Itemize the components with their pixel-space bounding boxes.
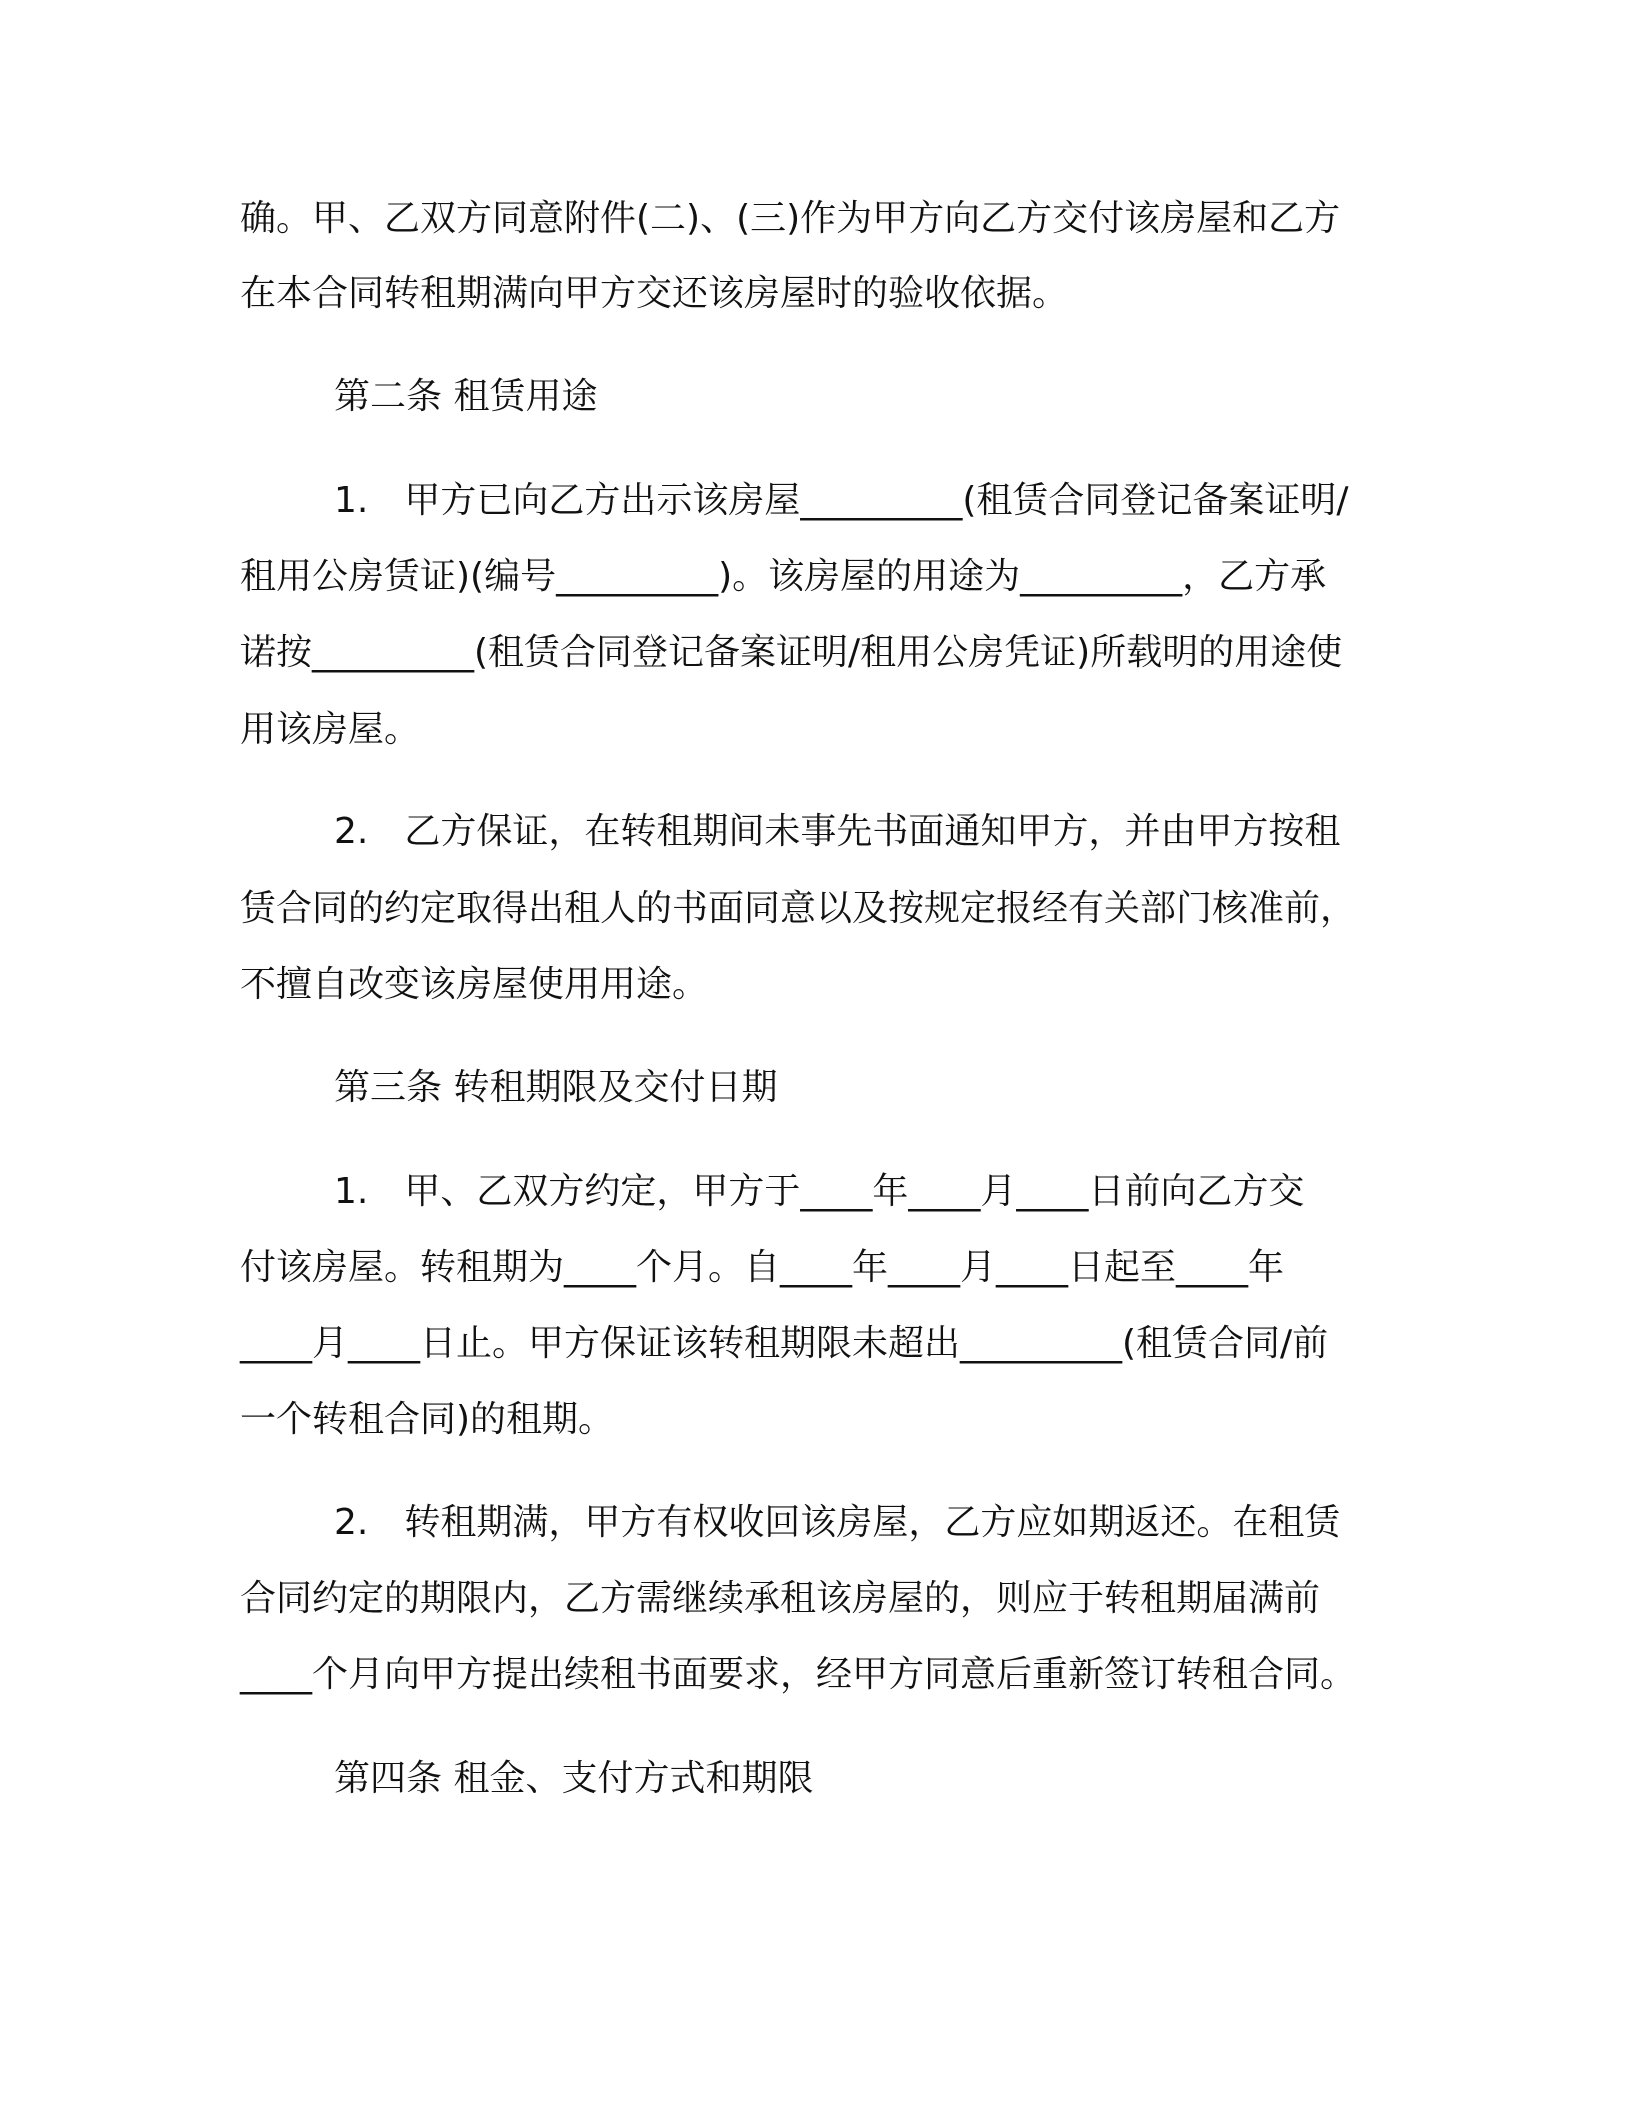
section-heading-article-3: 第三条 转租期限及交付日期 [334, 1067, 778, 1108]
clause-line: 租用公房赁证)(编号_________)。该房屋的用途为_________，乙方承 [240, 556, 1327, 597]
clause-line: ____月____日止。甲方保证该转租期限未超出_________(租赁合同/前 [240, 1323, 1329, 1364]
clause-line: 合同约定的期限内，乙方需继续承租该房屋的，则应于转租期届满前 [240, 1578, 1321, 1619]
clause-line: 2. 乙方保证，在转租期间未事先书面通知甲方，并由甲方按租 [334, 811, 1341, 852]
clause-line: 1. 甲方已向乙方出示该房屋_________(租赁合同登记备案证明/ [334, 480, 1349, 521]
clause-line: 一个转租合同)的租期。 [240, 1399, 615, 1440]
clause-line: 1. 甲、乙双方约定，甲方于____年____月____日前向乙方交 [334, 1171, 1305, 1212]
section-heading-article-4: 第四条 租金、支付方式和期限 [334, 1758, 814, 1799]
clause-line: ____个月向甲方提出续租书面要求，经甲方同意后重新签订转租合同。 [240, 1654, 1357, 1695]
clause-line: 用该房屋。 [240, 709, 421, 750]
clause-line: 付该房屋。转租期为____个月。自____年____月____日起至____年 [240, 1247, 1285, 1288]
clause-line: 赁合同的约定取得出租人的书面同意以及按规定报经有关部门核准前， [240, 888, 1357, 929]
paragraph-line: 确。甲、乙双方同意附件(二)、(三)作为甲方向乙方交付该房屋和乙方 [240, 198, 1341, 239]
section-heading-article-2: 第二条 租赁用途 [334, 376, 598, 417]
clause-line: 诺按_________(租赁合同登记备案证明/租用公房凭证)所载明的用途使 [240, 632, 1343, 673]
clause-line: 2. 转租期满，甲方有权收回该房屋，乙方应如期返还。在租赁 [334, 1502, 1341, 1543]
paragraph-line: 在本合同转租期满向甲方交还该房屋时的验收依据。 [240, 273, 1069, 314]
clause-line: 不擅自改变该房屋使用用途。 [240, 964, 709, 1005]
